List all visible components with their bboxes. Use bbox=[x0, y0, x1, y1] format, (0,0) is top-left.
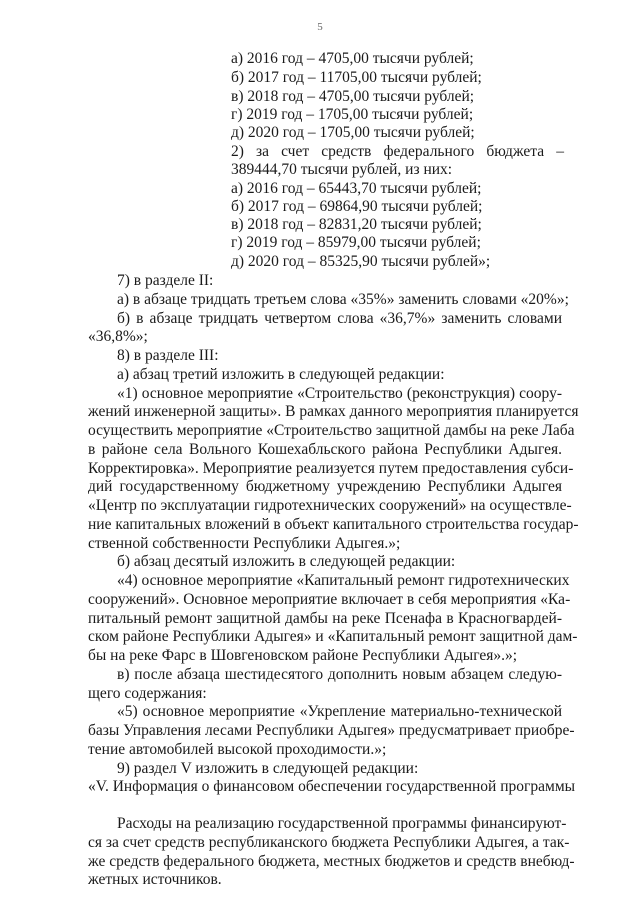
page-number: 5 bbox=[317, 21, 323, 33]
paragraph-line: «4) основное мероприятие «Капитальный ремонт гидротехнических bbox=[117, 572, 570, 589]
paragraph-line: б) в абзаце тридцать четвертом слова «36,7%» заменить словами bbox=[117, 310, 562, 327]
budget-line: в) 2018 год – 4705,00 тысячи рублей; bbox=[231, 88, 475, 105]
budget-line: а) 2016 год – 4705,00 тысячи рублей; bbox=[231, 50, 474, 67]
budget-line: а) 2016 год – 65443,70 тысячи рублей; bbox=[231, 180, 482, 197]
paragraph-line: «5) основное мероприятие «Укрепление материально-технической bbox=[117, 703, 562, 720]
paragraph-line: а) в абзаце тридцать третьем слова «35%» заменить словами «20%»; bbox=[117, 291, 569, 308]
paragraph-line: ние капитальных вложений в объект капитального строительства государ- bbox=[88, 516, 579, 533]
budget-line: б) 2017 год – 11705,00 тысячи рублей; bbox=[231, 69, 482, 86]
budget-line: б) 2017 год – 69864,90 тысячи рублей; bbox=[231, 198, 483, 215]
paragraph-line: ся за счет средств республиканского бюджета Республики Адыгея, а так- bbox=[88, 834, 570, 851]
paragraph-line: «1) основное мероприятие «Строительство (реконструкция) соору- bbox=[117, 385, 562, 402]
paragraph-line: сооружений». Основное мероприятие включает в себя мероприятия «Ка- bbox=[88, 591, 571, 608]
paragraph-line: базы Управления лесами Республики Адыгея» предусматривает приобре- bbox=[88, 722, 575, 739]
paragraph-line: б) абзац десятый изложить в следующей редакции: bbox=[117, 553, 456, 570]
budget-line: г) 2019 год – 85979,00 тысячи рублей; bbox=[231, 234, 481, 251]
budget-line: г) 2019 год – 1705,00 тысячи рублей; bbox=[231, 106, 474, 123]
section-heading: 8) в разделе III: bbox=[117, 347, 219, 364]
budget-line: 2) за счет средств федерального бюджета – bbox=[231, 143, 564, 160]
paragraph-line: щего содержания: bbox=[88, 685, 207, 702]
paragraph-line: жений инженерной защиты». В рамках данного мероприятия планируется bbox=[88, 403, 579, 420]
section-title: «V. Информация о финансовом обеспечении государственной программы bbox=[88, 778, 576, 795]
paragraph-line: в районе села Вольного Кошехабльского района Республики Адыгея. bbox=[88, 441, 562, 458]
paragraph-line: ственной собственности Республики Адыгея.»; bbox=[88, 535, 401, 552]
paragraph-line: же средств федерального бюджета, местных бюджетов и средств внебюд- bbox=[88, 853, 575, 870]
paragraph-line: дий государственному бюджетному учреждению Республики Адыгея bbox=[88, 478, 562, 495]
paragraph-line: «36,8%»; bbox=[88, 328, 148, 345]
paragraph-line: питальный ремонт защитной дамбы на реке Псенафа в Красногвардей- bbox=[88, 610, 562, 627]
paragraph-line: Корректировка». Мероприятие реализуется путем предоставления субси- bbox=[88, 460, 574, 477]
paragraph-line: а) абзац третий изложить в следующей редакции: bbox=[117, 366, 445, 383]
paragraph-line: в) после абзаца шестидесятого дополнить новым абзацем следую- bbox=[117, 666, 562, 683]
paragraph-line: 9) раздел V изложить в следующей редакции: bbox=[117, 760, 419, 777]
paragraph-line: осуществить мероприятие «Строительство защитной дамбы на реке Лаба bbox=[88, 422, 575, 439]
budget-line: 389444,70 тысячи рублей, из них: bbox=[231, 161, 453, 178]
section-heading: 7) в разделе II: bbox=[117, 272, 214, 289]
paragraph-line: бы на реке Фарс в Шовгеновском районе Республики Адыгея».»; bbox=[88, 647, 518, 664]
paragraph-line: Расходы на реализацию государственной программы финансируют- bbox=[117, 815, 567, 832]
paragraph-line: «Центр по эксплуатации гидротехнических сооружений» на осуществле- bbox=[88, 497, 572, 514]
paragraph-line: тение автомобилей высокой проходимости.»; bbox=[88, 741, 387, 758]
paragraph-line: ском районе Республики Адыгея» и «Капитальный ремонт защитной дам- bbox=[88, 628, 578, 645]
paragraph-line: жетных источников. bbox=[88, 871, 222, 888]
budget-line: д) 2020 год – 85325,90 тысячи рублей»; bbox=[231, 253, 491, 270]
budget-line: д) 2020 год – 1705,00 тысячи рублей; bbox=[231, 124, 475, 141]
budget-line: в) 2018 год – 82831,20 тысячи рублей; bbox=[231, 216, 482, 233]
